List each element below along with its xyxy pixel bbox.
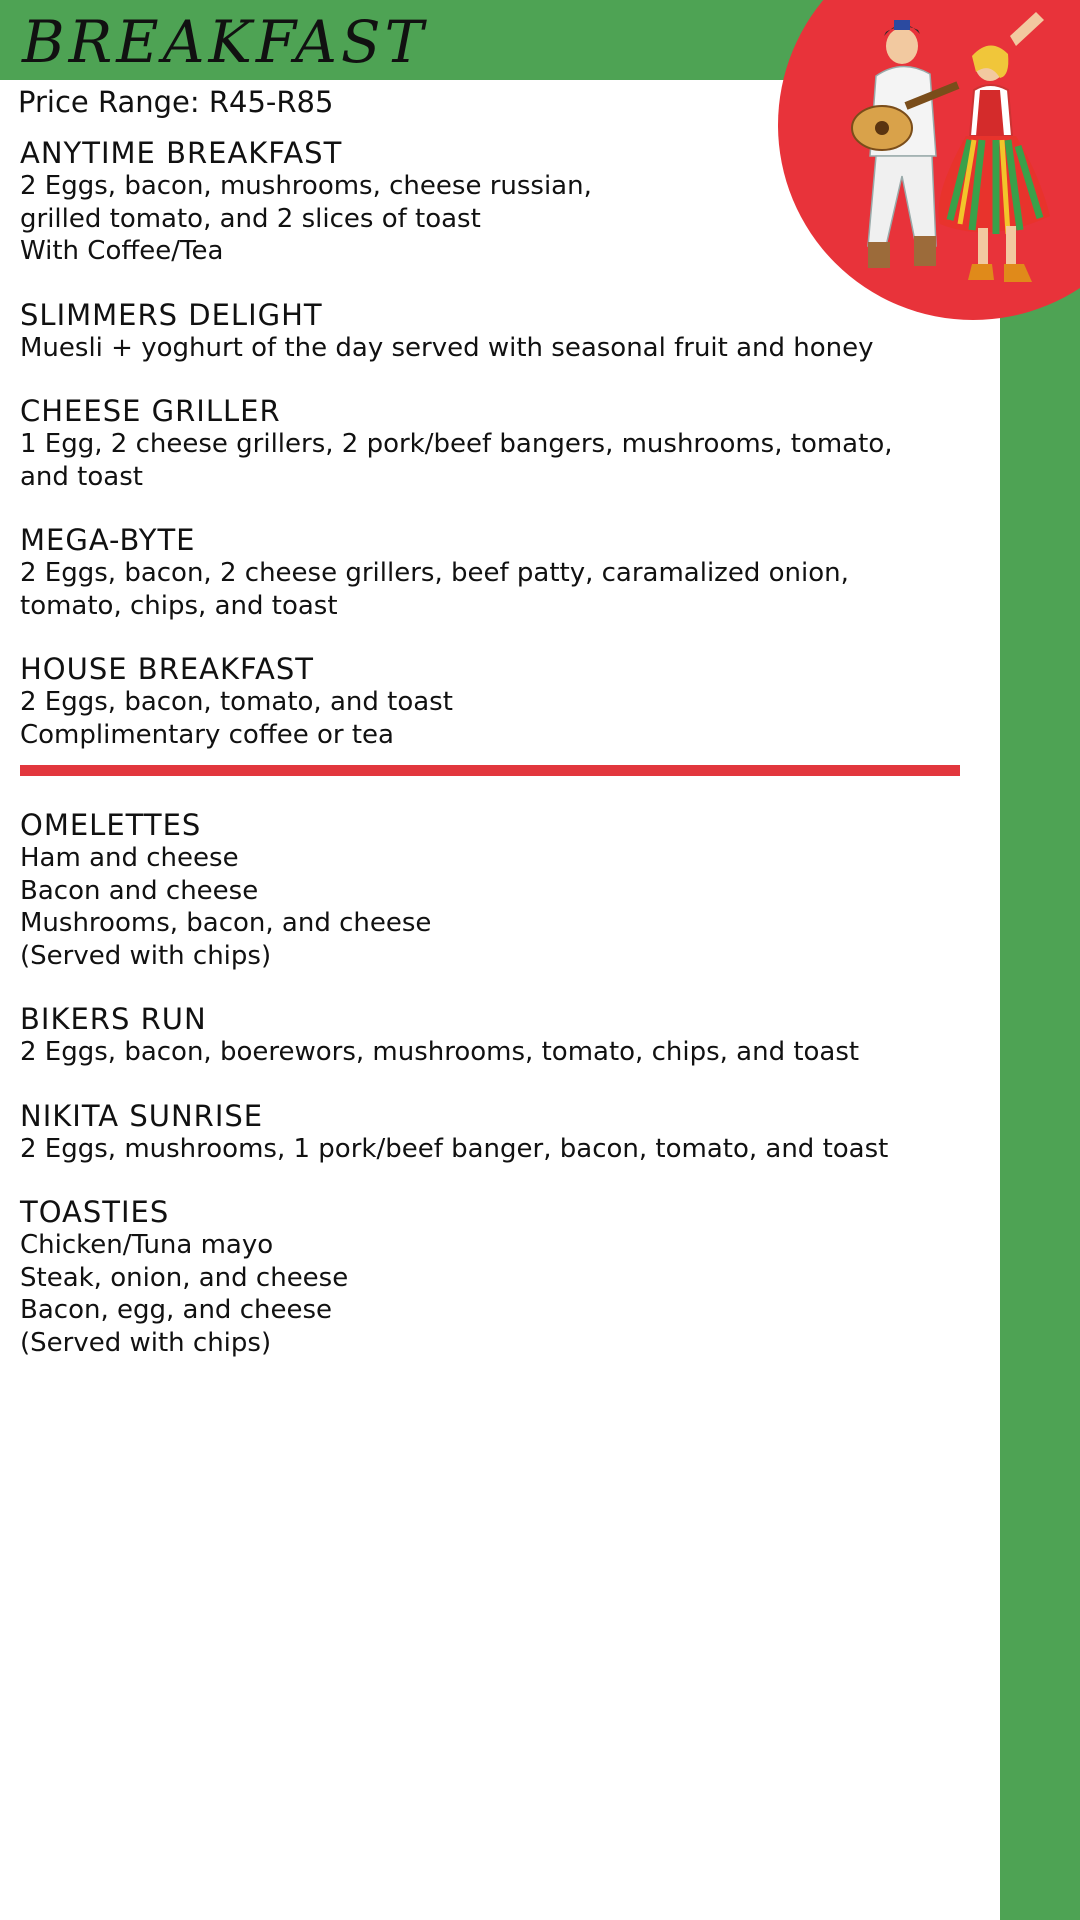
menu-item [20,1099,970,1166]
menu-section-others [20,808,970,1359]
menu-item-description: 2 Eggs, mushrooms, 1 pork/beef banger, bacon, tomato, and toast [20,1133,889,1164]
menu-item-name: NIKITA SUNRISE [20,1098,264,1133]
price-range: Price Range: R45-R85 [18,85,334,119]
menu-item [20,808,970,972]
menu-item-description: 2 Eggs, bacon, boerewors, mushrooms, tomato, chips, and toast [20,1037,860,1067]
menu-item [20,298,970,365]
section-divider [20,765,960,776]
menu-item-description: Muesli + yoghurt of the day served with seasonal fruit and honey [20,332,874,363]
page-title: BREAKFAST [22,8,428,76]
menu [20,136,970,1389]
menu-section-breakfasts [20,136,970,751]
menu-item-description: (Served with chips) [20,1327,272,1358]
menu-item-description: Bacon, egg, and cheese [20,1295,332,1325]
menu-item [20,652,970,751]
menu-item-name: CHEESE GRILLER [20,394,281,428]
menu-item-description: Mushrooms, bacon, and cheese [20,908,432,938]
menu-item-name: MEGA-BYTE [20,523,196,557]
menu-item-name: TOASTIES [20,1195,170,1229]
menu-item-description: Steak, onion, and cheese [20,1262,349,1293]
menu-item-description: Ham and cheese [20,843,239,873]
menu-item-description: grilled tomato, and 2 slices of toast [20,203,481,234]
menu-item [20,1002,970,1069]
menu-item-description: 2 Eggs, bacon, 2 cheese grillers, beef patty, caramalized onion, [20,558,849,588]
menu-item-name: ANYTIME BREAKFAST [20,136,343,170]
menu-item-description: Complimentary coffee or tea [20,719,394,750]
menu-item [20,523,970,622]
menu-item-description: 2 Eggs, bacon, tomato, and toast [20,687,453,717]
menu-item-description: tomato, chips, and toast [20,590,338,621]
menu-item-name: BIKERS RUN [20,1002,207,1036]
menu-item-description: 1 Egg, 2 cheese grillers, 2 pork/beef bangers, mushrooms, tomato, [20,429,893,459]
menu-item-name: OMELETTES [20,808,202,842]
menu-item-name: HOUSE BREAKFAST [20,652,315,686]
menu-item [20,136,970,268]
menu-item-description: and toast [20,461,143,492]
menu-item-description: Bacon and cheese [20,875,259,906]
menu-item-description: With Coffee/Tea [20,236,224,266]
menu-item-description: 2 Eggs, bacon, mushrooms, cheese russian, [20,171,592,201]
menu-item-description: Chicken/Tuna mayo [20,1230,274,1260]
menu-item [20,1195,970,1359]
menu-item-description: (Served with chips) [20,940,272,971]
menu-item-name: SLIMMERS DELIGHT [20,297,323,332]
menu-item [20,394,970,493]
